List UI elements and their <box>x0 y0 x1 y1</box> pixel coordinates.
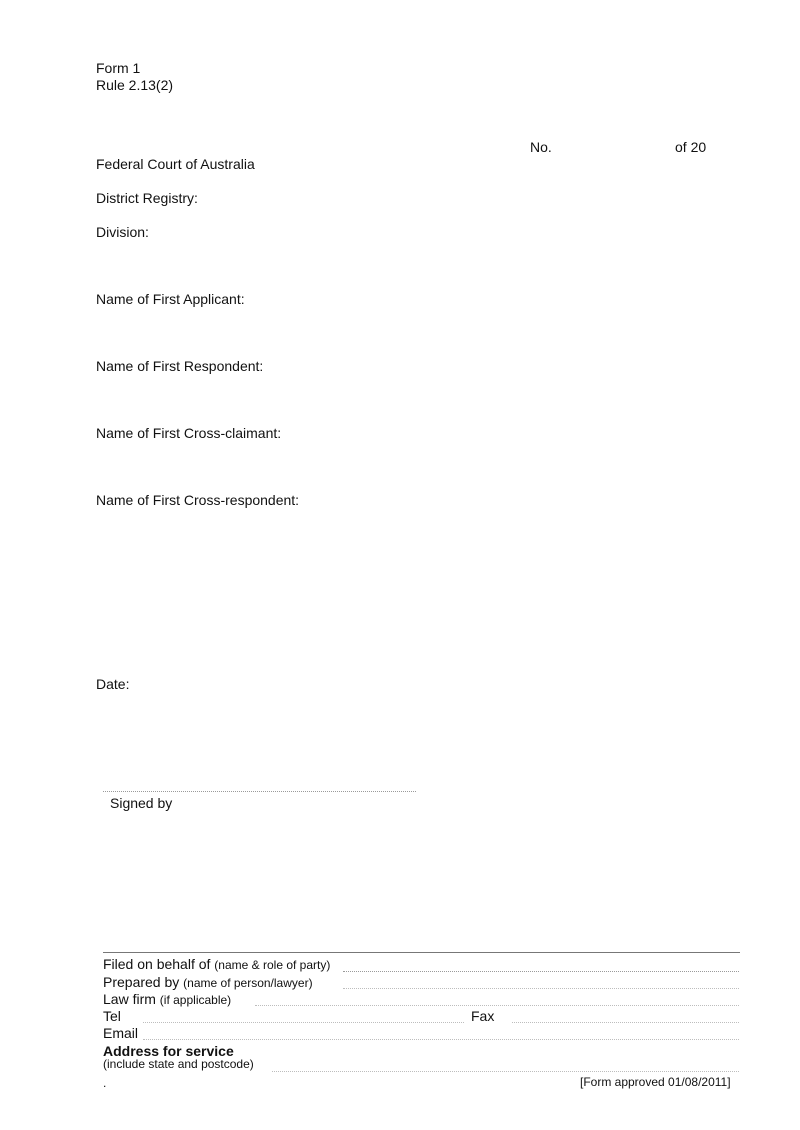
district-registry-label: District Registry: <box>96 190 198 206</box>
prepared-by-label <box>103 974 313 991</box>
signed-by-label: Signed by <box>110 795 173 811</box>
prepared-by-text: Prepared by <box>103 974 180 990</box>
first-cross-claimant-label: Name of First Cross-claimant: <box>96 425 282 441</box>
filed-on-behalf-field[interactable] <box>343 971 739 972</box>
law-firm-label <box>103 991 231 1008</box>
address-for-service-field[interactable] <box>272 1071 739 1072</box>
address-for-service-note: (include state and postcode) <box>103 1057 254 1071</box>
filed-on-behalf-note: (name & role of party) <box>214 958 331 972</box>
fax-label: Fax <box>471 1008 495 1024</box>
law-firm-note: (if applicable) <box>159 993 232 1007</box>
first-cross-respondent-label: Name of First Cross-respondent: <box>96 492 300 508</box>
law-firm-text: Law firm <box>103 991 156 1007</box>
court-name: Federal Court of Australia <box>96 156 255 172</box>
first-respondent-label: Name of First Respondent: <box>96 358 264 374</box>
email-label: Email <box>103 1025 139 1041</box>
division-label: Division: <box>96 224 149 240</box>
tel-field[interactable] <box>143 1022 464 1023</box>
tel-label: Tel <box>103 1008 121 1024</box>
proceeding-year-label: of 20 <box>675 139 707 155</box>
signature-line <box>103 791 416 792</box>
date-label: Date: <box>96 676 130 692</box>
proceeding-number-label: No. <box>530 139 552 155</box>
prepared-by-field[interactable] <box>343 988 739 989</box>
form-number: Form 1 <box>96 60 141 76</box>
email-field[interactable] <box>143 1039 739 1040</box>
rule-reference: Rule 2.13(2) <box>96 77 174 93</box>
filed-on-behalf-text: Filed on behalf of <box>103 956 211 972</box>
footer-dot: . <box>103 1076 107 1090</box>
filed-on-behalf-label <box>103 956 330 973</box>
law-firm-field[interactable] <box>255 1005 739 1006</box>
footer-top-rule <box>103 952 740 953</box>
form-approval-note: [Form approved 01/08/2011] <box>580 1075 731 1089</box>
fax-field[interactable] <box>512 1022 739 1023</box>
address-for-service-label: Address for service <box>103 1043 234 1059</box>
prepared-by-note: (name of person/lawyer) <box>183 976 313 990</box>
first-applicant-label: Name of First Applicant: <box>96 291 245 307</box>
